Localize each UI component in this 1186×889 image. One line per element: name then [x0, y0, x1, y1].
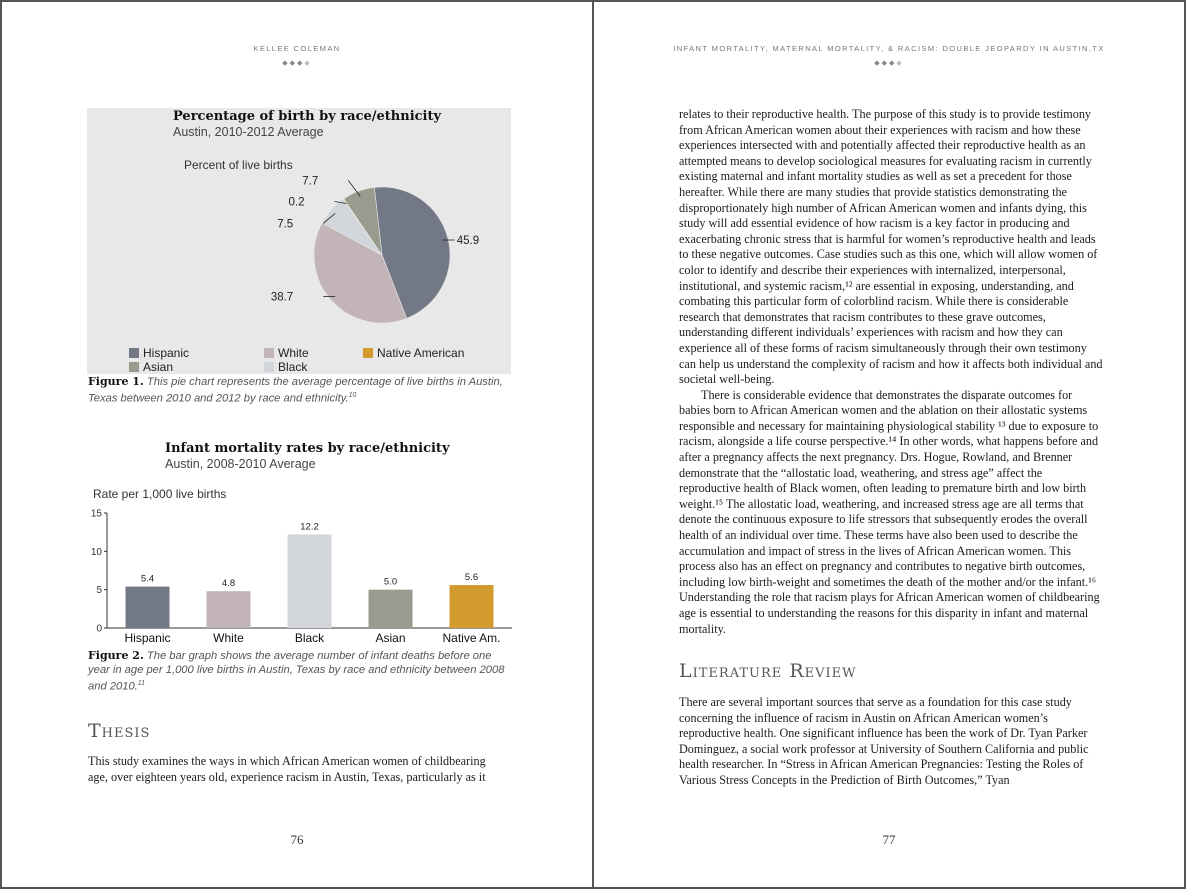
legend-asian [129, 360, 173, 374]
bar-value-label: 5.0 [383, 576, 398, 588]
legend-swatch-white [264, 348, 274, 358]
right-page [593, 0, 1186, 889]
bar-native-am [450, 585, 494, 628]
pie-value-label: 38.7 [270, 291, 294, 304]
legend-white [264, 346, 309, 360]
bar-chart-y-label: Rate per 1,000 live births [93, 487, 227, 501]
ornament-dots: ◆◆◆◆ [282, 59, 312, 67]
figure-1-footnote: 10 [348, 392, 357, 399]
y-tick-label: 0 [96, 623, 102, 635]
figure-1-caption [88, 375, 508, 406]
bar-chart [87, 502, 517, 650]
paragraph-1: relates to their reproductive health. The purpose of this study is to provide testimony from African American women about their experiences with racism and how these experiences intersected with and potentially affected their reproductive health as an attempted means to develop sociological measures for evaluating racism in currently existing maternal and infant mortality studies as well as set a precedent for those hereafter. While there are many studies that provide statistics demonstrating the disproportionately high number of African American women and infants dying, this study will add essential evidence of how racism is a key factor in producing and exacerbating chronic stress that is harmful for women’s reproductive health and leads to these negative outcomes. Case studies such as this one, which will allow women of color to identify and describe their experiences with internalized, interpersonal, institutional, and systemic racism,¹² are essential in exposing, understanding, and combating this particular form of colorblind racism. While there is considerable research that demonstrates that racism contributes to these grave outcomes, understanding different individuals’ experiences with racism and how they can experience all of these forms of racism simultaneously through their own testimony can help us understand the complexity of racism and how it affects both individual and societal well-being. [679, 107, 1103, 387]
bar-category-label: Hispanic [124, 631, 171, 645]
paragraph-3: There are several important sources that serve as a foundation for this case study concerning the influence of racism in Austin on African American women’s reproductive health. One significant influence has been the work of Dr. Tyan Parker Dominguez, a social work professor at University of Southern California and public health researcher. In “Stress in African American Pregnancies: Testing the Roles of Various Stress Concepts in the Prediction of Birth Outcomes,” Tyan [679, 695, 1089, 787]
legend-hispanic [129, 346, 189, 360]
bar-category-label: Asian [375, 631, 406, 645]
figure-1-text: This pie chart represents the average percentage of live births in Austin, Texas between 2010 and 2012 by race and ethnicity. [88, 376, 503, 405]
figure-2-caption [88, 649, 508, 694]
legend-label-native-american: Native American [377, 346, 465, 360]
running-head-left: KELLEE COLEMAN [253, 44, 341, 53]
bar-chart-title: Infant mortality rates by race/ethnicity [165, 441, 450, 456]
legend-label-black: Black [278, 360, 308, 374]
pie-chart-subtitle: Austin, 2010-2012 Average [173, 125, 324, 139]
pie-chart-caption: Percent of live births [184, 158, 293, 172]
legend-swatch-native-american [363, 348, 373, 358]
figure-2-footnote: 11 [137, 680, 146, 687]
legend-swatch-black [264, 362, 274, 372]
page-number-right: 77 [882, 832, 896, 847]
bar-category-label: Native Am. [442, 631, 501, 645]
pie-value-label: 7.5 [277, 218, 294, 231]
y-tick-label: 15 [90, 508, 102, 520]
legend-swatch-asian [129, 362, 139, 372]
literature-review-heading: Literature Review [679, 660, 857, 682]
paragraph-2: There is considerable evidence that demonstrates the disparate outcomes for babies born to African American women and the ablation on their allostatic systems responsible and necessary for maintaining physiological stability ¹³ due to exposure to racism, alongside a life course perspective.¹⁴ In other words, what happens before and after a pregnancy affects the next pregnancy. Drs. Hogue, Rowland, and Brenner demonstrate that the “allostatic load, weathering, and stress age” affect the reproductive health of Black women, often leading to premature birth and low birth weight.¹⁵ The allostatic load, weathering, and increased stress age are all terms that denote the continuous exposure to life stressors that subsequently erodes the overall health of an individual over time. These terms have also been used to describe the accumulation and impact of stress in the lives of African American women. This process also has an effect on pregnancy and contributes to negative birth outcomes, including low birth-weight and sometimes the death of the mother and/or the infant.¹⁶ Understanding the role that racism plays for African American women of childbearing age is essential to understanding the reasons for this disparity in infant and maternal mortality. [679, 387, 1100, 636]
bar-hispanic [126, 587, 170, 628]
bar-value-label: 12.2 [300, 521, 319, 533]
y-tick-label: 5 [96, 585, 102, 597]
body-text-right [679, 107, 1104, 637]
y-tick-label: 10 [90, 546, 102, 558]
literature-review-text [679, 695, 1104, 789]
pie-chart-title: Percentage of birth by race/ethnicity [173, 109, 442, 124]
bar-chart-subtitle: Austin, 2008-2010 Average [165, 457, 316, 471]
bar-white [207, 591, 251, 628]
bar-black [288, 534, 332, 628]
bar-value-label: 4.8 [221, 578, 236, 590]
bar-value-label: 5.4 [140, 573, 155, 585]
legend-black [264, 360, 307, 374]
thesis-heading: Thesis [88, 720, 151, 742]
legend-label-white: White [278, 346, 309, 360]
figure-2-label: Figure 2. [88, 649, 144, 662]
thesis-text [88, 754, 506, 785]
legend-native-american [363, 346, 464, 360]
legend-label-hispanic: Hispanic [143, 346, 190, 360]
pie-value-label: 0.2 [288, 196, 305, 209]
bar-category-label: Black [294, 631, 325, 645]
pie-value-label: 7.7 [302, 175, 319, 188]
legend-swatch-hispanic [129, 348, 139, 358]
bar-asian [369, 590, 413, 628]
figure-2-text: The bar graph shows the average number of infant deaths before one year in age per 1,000 live births in Austin, Texas by race and ethnicity between 2008 and 2010. [88, 650, 505, 693]
pie-chart-panel [87, 108, 511, 374]
pie-chart [87, 108, 511, 348]
bar-value-label: 5.6 [464, 572, 479, 584]
page-number-left: 76 [290, 832, 304, 847]
running-head-right: INFANT MORTALITY, MATERNAL MORTALITY, & RACISM: DOUBLE JEOPARDY IN AUSTIN,TX [673, 44, 1105, 53]
thesis-paragraph: This study examines the ways in which African American women of childbearing age, over eighteen years old, experience racism in Austin, Texas, particularly as it [88, 754, 486, 784]
legend-label-asian: Asian [143, 360, 174, 374]
bar-category-label: White [213, 631, 244, 645]
figure-1-label: Figure 1. [88, 375, 144, 388]
ornament-dots: ◆◆◆◆ [874, 59, 904, 67]
pie-value-label: 45.9 [456, 235, 480, 248]
